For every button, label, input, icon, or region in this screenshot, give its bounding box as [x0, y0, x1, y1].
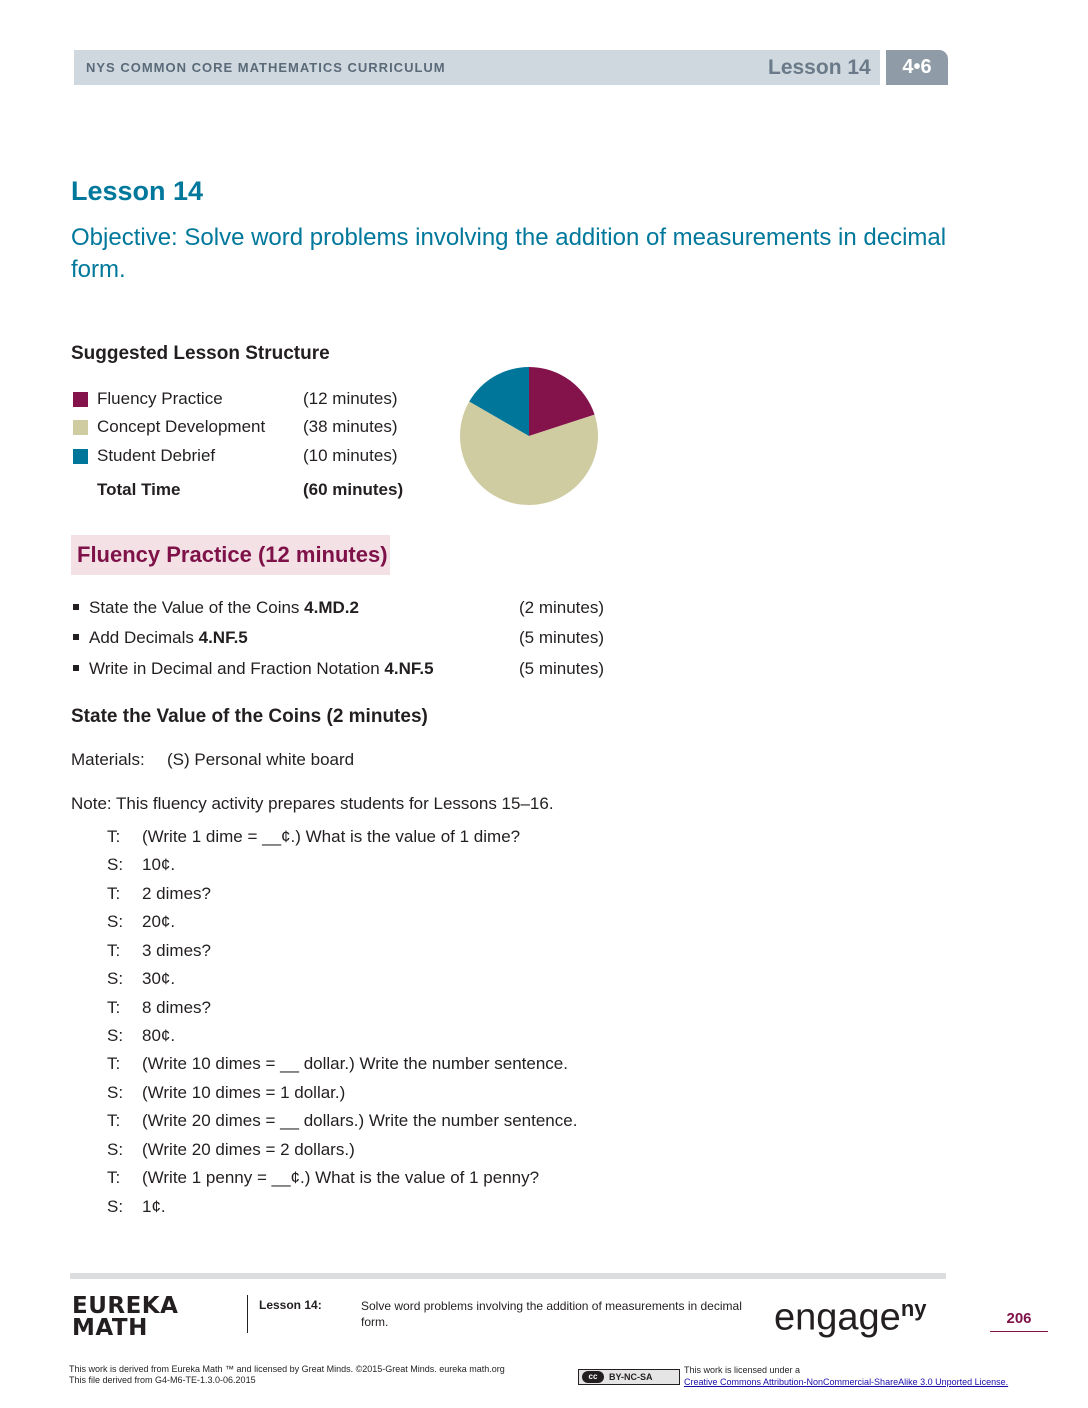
dialogue-text: 2 dimes? — [142, 884, 211, 903]
fluency-item-time: (2 minutes) — [519, 598, 605, 617]
eureka-math-logo — [72, 1295, 178, 1339]
total-minutes: (60 minutes) — [303, 480, 404, 499]
speaker: T: — [107, 1054, 121, 1073]
credit-line: This work is derived from Eureka Math ™ and licensed by Great Minds. ©2015-Great Minds. eureka math.org — [69, 1364, 505, 1374]
logo-text: engage — [774, 1296, 901, 1339]
structure-label: Concept Development — [97, 417, 266, 436]
speaker: T: — [107, 941, 121, 960]
structure-label: Student Debrief — [97, 446, 216, 465]
grade-module-badge: 4•6 — [886, 50, 948, 85]
structure-label: Fluency Practice — [97, 389, 223, 408]
logo-text-ny: ny — [900, 1296, 927, 1321]
fluency-item-standard: 4.NF.5 — [198, 628, 248, 647]
cc-license-badge[interactable] — [578, 1369, 680, 1385]
dialogue-text: 10¢. — [142, 855, 176, 874]
dialogue-text: 30¢. — [142, 969, 176, 988]
logo-line: EUREKA — [72, 1293, 179, 1319]
footer-divider — [247, 1295, 248, 1333]
materials-value: (S) Personal white board — [167, 750, 355, 769]
dialogue-text: 3 dimes? — [142, 941, 211, 960]
speaker: S: — [107, 1197, 124, 1216]
engageny-logo — [774, 1296, 927, 1340]
objective: Objective: Solve word problems involving the addition of measurements in decimal form. — [71, 224, 947, 283]
speaker: S: — [107, 969, 124, 988]
speaker: S: — [107, 1140, 124, 1159]
structure-heading: Suggested Lesson Structure — [71, 343, 330, 364]
fluency-item-time: (5 minutes) — [519, 628, 605, 647]
page-number: 206 — [1006, 1310, 1032, 1327]
license-link[interactable]: Creative Commons Attribution-NonCommercial-ShareAlike 3.0 Unported License. — [684, 1377, 1009, 1387]
fluency-item-standard: 4.NF.5 — [384, 659, 434, 678]
speaker: T: — [107, 827, 121, 846]
dialogue-text: (Write 10 dimes = __ dollar.) Write the number sentence. — [142, 1054, 568, 1073]
logo-line: MATH — [72, 1315, 148, 1341]
dialogue-text: (Write 20 dimes = 2 dollars.) — [142, 1140, 355, 1159]
legend-swatch — [73, 449, 88, 464]
speaker: T: — [107, 998, 121, 1017]
materials-label: Materials: — [71, 750, 145, 769]
bullet-icon — [73, 665, 79, 671]
structure-minutes: (12 minutes) — [303, 389, 398, 408]
legend-swatch — [73, 420, 88, 435]
note: Note: This fluency activity prepares students for Lessons 15–16. — [71, 794, 554, 813]
total-label: Total Time — [97, 480, 181, 499]
dialogue-text: 1¢. — [142, 1197, 166, 1216]
header-lesson: Lesson 14 — [768, 56, 871, 79]
footer-rule — [70, 1273, 946, 1279]
page-title: Lesson 14 — [71, 176, 204, 206]
dialogue-text: 80¢. — [142, 1026, 176, 1045]
dialogue-text: (Write 20 dimes = __ dollars.) Write the number sentence. — [142, 1111, 578, 1130]
speaker: S: — [107, 912, 124, 931]
dialogue-text: (Write 1 penny = __¢.) What is the value of 1 penny? — [142, 1168, 540, 1187]
speaker: S: — [107, 855, 124, 874]
dialogue-text: (Write 10 dimes = 1 dollar.) — [142, 1083, 346, 1102]
fluency-item-label: Write in Decimal and Fraction Notation — [89, 659, 385, 678]
fluency-item-standard: 4.MD.2 — [304, 598, 359, 617]
cc-icon: cc — [582, 1371, 604, 1383]
speaker: S: — [107, 1026, 124, 1045]
speaker: T: — [107, 1111, 121, 1130]
structure-minutes: (38 minutes) — [303, 417, 398, 436]
dialogue-text: 20¢. — [142, 912, 176, 931]
fluency-heading: Fluency Practice (12 minutes) — [77, 542, 388, 567]
fluency-item-label: Add Decimals — [89, 628, 199, 647]
dialogue-text: (Write 1 dime = __¢.) What is the value of 1 dime? — [142, 827, 521, 846]
speaker: T: — [107, 1168, 121, 1187]
page-number-rule — [990, 1331, 1048, 1332]
license-text: This work is licensed under a — [684, 1365, 801, 1375]
speaker: T: — [107, 884, 121, 903]
coins-heading: State the Value of the Coins (2 minutes) — [71, 706, 428, 727]
structure-minutes: (10 minutes) — [303, 446, 398, 465]
fluency-item-label: State the Value of the Coins — [89, 598, 305, 617]
footer-lesson-label: Lesson 14: — [259, 1298, 322, 1312]
legend-swatch — [73, 392, 88, 407]
footer-lesson-description: Solve word problems involving the addition of measurements in decimal form. — [361, 1299, 742, 1329]
curriculum-label: NYS COMMON CORE MATHEMATICS CURRICULUM — [86, 60, 446, 75]
lesson-structure-pie-chart — [458, 365, 600, 507]
dialogue-text: 8 dimes? — [142, 998, 211, 1017]
speaker: S: — [107, 1083, 124, 1102]
credit-line: This file derived from G4-M6-TE-1.3.0-06.2015 — [69, 1375, 256, 1385]
cc-badge-text: BY-NC-SA — [609, 1372, 653, 1382]
fluency-item-time: (5 minutes) — [519, 659, 605, 678]
bullet-icon — [73, 604, 79, 610]
bullet-icon — [73, 634, 79, 640]
